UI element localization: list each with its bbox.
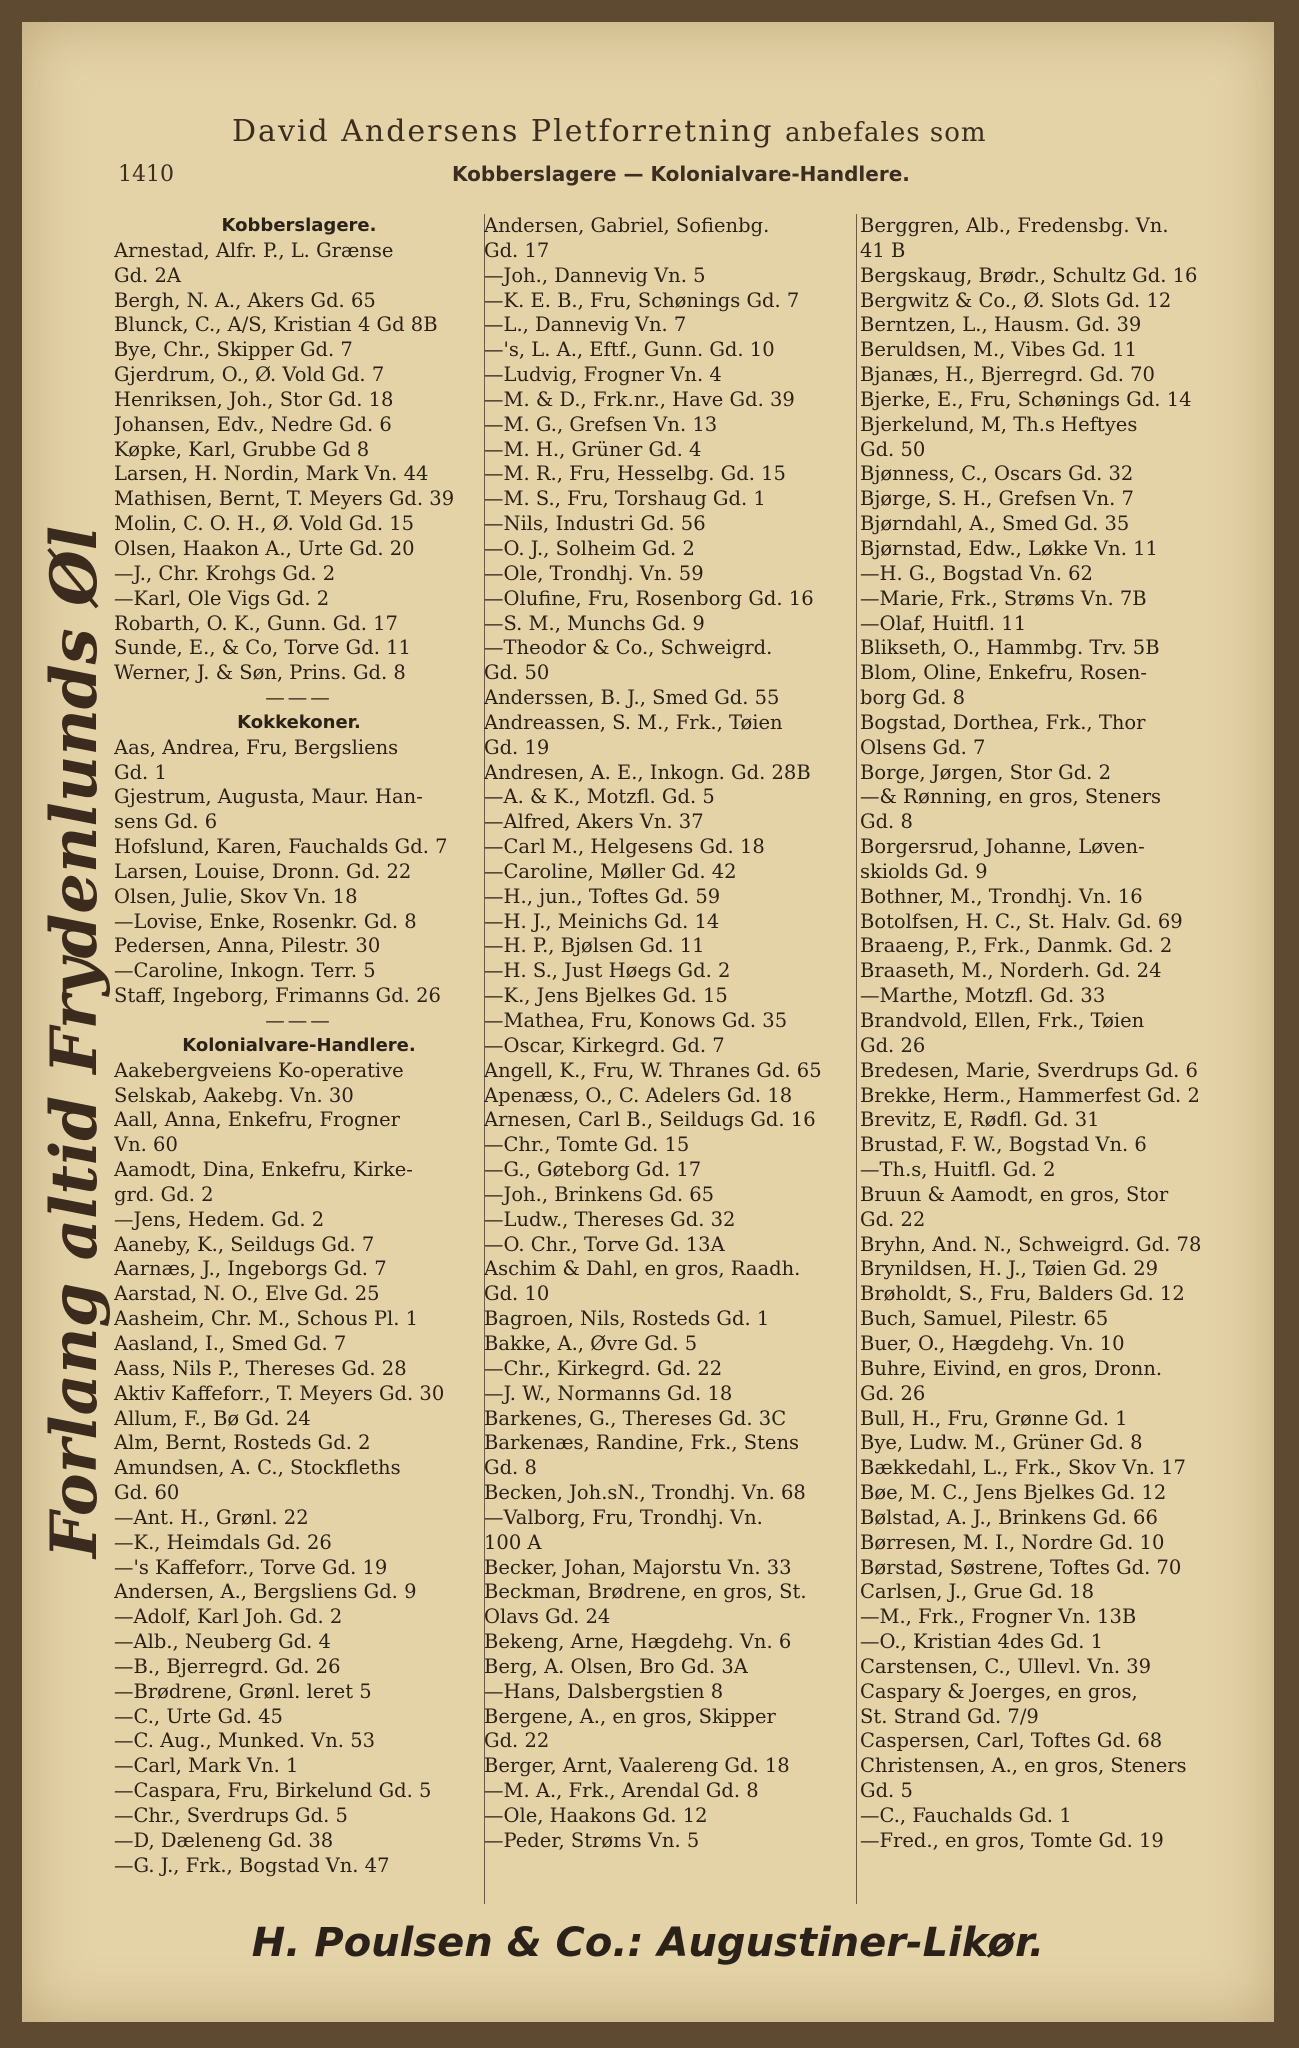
- header-title: David Andersens Pletforretning: [232, 114, 774, 149]
- directory-entry: Buhre, Eivind, en gros, Dronn.: [860, 1356, 1163, 1380]
- directory-entry: —Oscar, Kirkegrd. Gd. 7: [484, 1033, 725, 1057]
- directory-entry: Andersen, A., Bergsliens Gd. 9: [114, 1580, 417, 1604]
- directory-entry: Andreassen, S. M., Frk., Tøien: [484, 710, 783, 734]
- directory-entry: Bergene, A., en gros, Skipper: [484, 1704, 776, 1728]
- directory-entry: Aas, Andrea, Fru, Bergsliens: [114, 735, 399, 759]
- directory-entry: Borgersrud, Johanne, Løven-: [860, 835, 1145, 859]
- directory-entry: —Valborg, Fru, Trondhj. Vn.: [484, 1505, 763, 1529]
- directory-entry: Bryhn, And. N., Schweigrd. Gd. 78: [860, 1232, 1202, 1256]
- directory-entry: Hofslund, Karen, Fauchalds Gd. 7: [114, 835, 448, 859]
- directory-entry: Arnesen, Carl B., Seildugs Gd. 16: [484, 1108, 816, 1132]
- directory-entry: —Olufine, Fru, Rosenborg Gd. 16: [484, 586, 814, 610]
- directory-entry: Brevitz, E, Rødfl. Gd. 31: [860, 1108, 1100, 1132]
- directory-entry: Allum, F., Bø Gd. 24: [114, 1406, 311, 1430]
- directory-entry: —Caspara, Fru, Birkelund Gd. 5: [114, 1779, 432, 1803]
- directory-page: [22, 22, 1274, 2022]
- directory-entry: —C. Aug., Munked. Vn. 53: [114, 1729, 376, 1753]
- directory-entry: —Marie, Frk., Strøms Vn. 7B: [860, 586, 1147, 610]
- directory-entry: Bredesen, Marie, Sverdrups Gd. 6: [860, 1058, 1198, 1082]
- directory-entry: Bothner, M., Trondhj. Vn. 16: [860, 884, 1143, 908]
- directory-entry: Beruldsen, M., Vibes Gd. 11: [860, 338, 1138, 362]
- directory-entry: —G., Gøteborg Gd. 17: [484, 1158, 702, 1182]
- directory-entry: —K., Heimdals Gd. 26: [114, 1530, 332, 1554]
- directory-entry: —M. S., Fru, Torshaug Gd. 1: [484, 487, 766, 511]
- directory-entry: —M. & D., Frk.nr., Have Gd. 39: [484, 387, 795, 411]
- directory-entry: Bjørndahl, A., Smed Gd. 35: [860, 512, 1130, 536]
- directory-entry: —H. S., Just Høegs Gd. 2: [484, 959, 731, 983]
- directory-entry: —D, Dæleneng Gd. 38: [114, 1828, 334, 1852]
- directory-entry: Berntzen, L., Hausm. Gd. 39: [860, 313, 1142, 337]
- header-title-rest: anbefales som: [785, 118, 987, 148]
- directory-entry: Blom, Oline, Enkefru, Rosen-: [860, 661, 1147, 685]
- directory-entry: Aass, Nils P., Thereses Gd. 28: [114, 1356, 407, 1380]
- directory-entry: Anderssen, B. J., Smed Gd. 55: [484, 686, 780, 710]
- directory-entry: —C., Fauchalds Gd. 1: [860, 1804, 1072, 1827]
- directory-entry: Borge, Jørgen, Stor Gd. 2: [860, 760, 1111, 784]
- directory-entry: —Caroline, Inkogn. Terr. 5: [114, 959, 376, 983]
- directory-entry: Bruun & Aamodt, en gros, Stor: [860, 1182, 1169, 1206]
- directory-entry: Caspersen, Carl, Toftes Gd. 68: [860, 1729, 1163, 1753]
- directory-column-3: [860, 214, 1240, 1854]
- directory-entry: 100 A: [484, 1530, 542, 1554]
- directory-entry: Bøe, M. C., Jens Bjelkes Gd. 12: [860, 1481, 1167, 1505]
- directory-entry: Becken, Joh.sN., Trondhj. Vn. 68: [484, 1481, 806, 1505]
- directory-entry: Johansen, Edv., Nedre Gd. 6: [114, 412, 392, 436]
- directory-entry: Gd. 26: [860, 1033, 926, 1057]
- directory-entry: —Joh., Brinkens Gd. 65: [484, 1182, 715, 1206]
- directory-entry: Botolfsen, H. C., St. Halv. Gd. 69: [860, 909, 1183, 933]
- directory-entry: —Carl M., Helgesens Gd. 18: [484, 835, 765, 859]
- directory-entry: Gd. 22: [860, 1207, 926, 1231]
- side-ad-text: Forlang altid Frydenlunds Øl: [37, 525, 112, 1559]
- directory-entry: Blunck, C., A/S, Kristian 4 Gd 8B: [114, 313, 438, 337]
- directory-entry: —Peder, Strøms Vn. 5: [484, 1828, 700, 1852]
- directory-entry: —Nils, Industri Gd. 56: [484, 512, 706, 536]
- directory-entry: sens Gd. 6: [114, 810, 218, 834]
- directory-entry: Bergh, N. A., Akers Gd. 65: [114, 288, 376, 312]
- directory-entry: —Joh., Dannevig Vn. 5: [484, 263, 706, 287]
- directory-column-2: [484, 214, 856, 1854]
- directory-entry: Robarth, O. K., Gunn. Gd. 17: [114, 611, 398, 635]
- directory-entry: Angell, K., Fru, W. Thranes Gd. 65: [484, 1058, 822, 1082]
- directory-entry: Aasheim, Chr. M., Schous Pl. 1: [114, 1307, 419, 1331]
- directory-entry: Amundsen, A. C., Stockfleths: [114, 1456, 401, 1480]
- directory-entry: —Ole, Haakons Gd. 12: [484, 1804, 708, 1827]
- directory-entry: Braaseth, M., Norderh. Gd. 24: [860, 959, 1162, 983]
- directory-entry: Gd. 50: [484, 661, 550, 685]
- directory-entry: —'s, L. A., Eftf., Gunn. Gd. 10: [484, 338, 775, 362]
- directory-entry: —& Rønning, en gros, Steners: [860, 785, 1162, 809]
- directory-entry: Bjørnstad, Edw., Løkke Vn. 11: [860, 536, 1158, 560]
- directory-entry: Bakke, A., Øvre Gd. 5: [484, 1331, 698, 1355]
- directory-entry: —Ludw., Thereses Gd. 32: [484, 1207, 736, 1231]
- directory-entry: —Chr., Tomte Gd. 15: [484, 1133, 690, 1157]
- directory-entry: Bogstad, Dorthea, Frk., Thor: [860, 710, 1146, 734]
- section-heading: Kolonialvare-Handlere.: [182, 1034, 416, 1056]
- column-divider: [856, 214, 857, 1904]
- directory-entry: Molin, C. O. H., Ø. Vold Gd. 15: [114, 512, 415, 536]
- directory-entry: Barkenæs, Randine, Frk., Stens: [484, 1431, 800, 1455]
- directory-entry: —Marthe, Motzfl. Gd. 33: [860, 984, 1106, 1008]
- directory-entry: Larsen, Louise, Dronn. Gd. 22: [114, 859, 412, 883]
- directory-entry: Gjestrum, Augusta, Maur. Han-: [114, 785, 423, 809]
- directory-entry: —A. & K., Motzfl. Gd. 5: [484, 785, 715, 809]
- directory-entry: —O. J., Solheim Gd. 2: [484, 536, 695, 560]
- directory-entry: Pedersen, Anna, Pilestr. 30: [114, 934, 381, 958]
- directory-entry: —O., Kristian 4des Gd. 1: [860, 1630, 1104, 1654]
- directory-entry: Bergskaug, Brødr., Schultz Gd. 16: [860, 263, 1198, 287]
- directory-entry: Gd. 10: [484, 1282, 550, 1306]
- directory-entry: Bækkedahl, L., Frk., Skov Vn. 17: [860, 1456, 1186, 1480]
- directory-entry: Aall, Anna, Enkefru, Frogner: [114, 1108, 400, 1132]
- directory-entry: —H. G., Bogstad Vn. 62: [860, 561, 1093, 585]
- directory-entry: Vn. 60: [114, 1133, 178, 1157]
- directory-entry: Henriksen, Joh., Stor Gd. 18: [114, 387, 394, 411]
- directory-entry: Brøholdt, S., Fru, Balders Gd. 12: [860, 1282, 1185, 1306]
- directory-entry: —L., Dannevig Vn. 7: [484, 313, 687, 337]
- directory-entry: Gd. 1: [114, 760, 167, 784]
- directory-entry: —Alb., Neuberg Gd. 4: [114, 1630, 331, 1654]
- directory-entry: Børresen, M. I., Nordre Gd. 10: [860, 1530, 1165, 1554]
- directory-entry: —M. G., Grefsen Vn. 13: [484, 412, 718, 436]
- directory-entry: Aschim & Dahl, en gros, Raadh.: [484, 1257, 801, 1281]
- directory-entry: Alm, Bernt, Rosteds Gd. 2: [114, 1431, 371, 1455]
- directory-entry: Bjerkelund, M, Th.s Heftyes: [860, 412, 1138, 436]
- directory-entry: 41 B: [860, 238, 906, 262]
- directory-entry: —Chr., Sverdrups Gd. 5: [114, 1804, 348, 1827]
- directory-entry: Barkenes, G., Thereses Gd. 3C: [484, 1406, 787, 1430]
- directory-entry: —Hans, Dalsbergstien 8: [484, 1679, 724, 1703]
- directory-entry: Berger, Arnt, Vaalereng Gd. 18: [484, 1754, 790, 1778]
- directory-entry: Bye, Chr., Skipper Gd. 7: [114, 338, 353, 362]
- directory-entry: grd. Gd. 2: [114, 1182, 214, 1206]
- directory-entry: —B., Bjerregrd. Gd. 26: [114, 1654, 341, 1678]
- directory-entry: Apenæss, O., C. Adelers Gd. 18: [484, 1083, 793, 1107]
- directory-entry: Gd. 50: [860, 437, 926, 461]
- directory-entry: Larsen, H. Nordin, Mark Vn. 44: [114, 462, 429, 486]
- directory-entry: Brandvold, Ellen, Frk., Tøien: [860, 1009, 1145, 1032]
- directory-entry: —Chr., Kirkegrd. Gd. 22: [484, 1356, 723, 1380]
- directory-entry: Christensen, A., en gros, Steners: [860, 1754, 1187, 1778]
- directory-entry: —K. E. B., Fru, Schønings Gd. 7: [484, 288, 800, 312]
- directory-entry: Becker, Johan, Majorstu Vn. 33: [484, 1555, 792, 1579]
- directory-entry: borg Gd. 8: [860, 686, 966, 710]
- directory-entry: Mathisen, Bernt, T. Meyers Gd. 39: [114, 487, 455, 511]
- directory-entry: —Th.s, Huitfl. Gd. 2: [860, 1158, 1056, 1182]
- directory-entry: —Ludvig, Frogner Vn. 4: [484, 363, 722, 387]
- directory-entry: —G. J., Frk., Bogstad Vn. 47: [114, 1853, 390, 1877]
- directory-entry: Gd. 19: [484, 735, 550, 759]
- directory-entry: Caspary & Joerges, en gros,: [860, 1679, 1138, 1703]
- directory-entry: Blikseth, O., Hammbg. Trv. 5B: [860, 636, 1160, 660]
- directory-entry: Berg, A. Olsen, Bro Gd. 3A: [484, 1654, 748, 1678]
- directory-entry: Aamodt, Dina, Enkefru, Kirke-: [114, 1158, 413, 1182]
- directory-entry: Arnestad, Alfr. P., L. Grænse: [114, 238, 394, 262]
- directory-entry: —Karl, Ole Vigs Gd. 2: [114, 586, 330, 610]
- directory-entry: —H., jun., Toftes Gd. 59: [484, 884, 721, 908]
- directory-entry: Gd. 2A: [114, 263, 181, 287]
- directory-entry: —K., Jens Bjelkes Gd. 15: [484, 984, 728, 1008]
- directory-entry: Bjørge, S. H., Grefsen Vn. 7: [860, 487, 1134, 511]
- directory-entry: —M., Frk., Frogner Vn. 13B: [860, 1605, 1137, 1629]
- directory-entry: Carstensen, C., Ullevl. Vn. 39: [860, 1654, 1152, 1678]
- section-heading: Kokkekoner.: [237, 711, 361, 733]
- directory-entry: Gd. 8: [484, 1456, 537, 1480]
- directory-entry: Gd. 26: [860, 1381, 926, 1405]
- directory-entry: Gjerdrum, O., Ø. Vold Gd. 7: [114, 363, 385, 387]
- directory-entry: —M. R., Fru, Hesselbg. Gd. 15: [484, 462, 786, 486]
- footer-advertisement: H. Poulsen & Co.: Augustiner-Likør.: [251, 1920, 1045, 1966]
- directory-entry: —Lovise, Enke, Rosenkr. Gd. 8: [114, 909, 417, 933]
- section-separator: ———: [265, 1009, 333, 1032]
- directory-entry: Andersen, Gabriel, Sofienbg.: [484, 214, 770, 237]
- directory-entry: Gd. 17: [484, 238, 550, 262]
- directory-entry: Bye, Ludw. M., Grüner Gd. 8: [860, 1431, 1143, 1455]
- directory-entry: skiolds Gd. 9: [860, 859, 988, 883]
- directory-entry: —J. W., Normanns Gd. 18: [484, 1381, 733, 1405]
- directory-entry: Gd. 5: [860, 1779, 913, 1803]
- directory-column-1: [114, 214, 484, 1879]
- directory-entry: —Caroline, Møller Gd. 42: [484, 859, 737, 883]
- directory-entry: Andresen, A. E., Inkogn. Gd. 28B: [484, 760, 811, 784]
- section-separator: ———: [265, 686, 333, 710]
- directory-entry: —J., Chr. Krohgs Gd. 2: [114, 561, 336, 585]
- directory-entry: —C., Urte Gd. 45: [114, 1704, 283, 1728]
- page-header: [232, 114, 987, 149]
- directory-entry: Bekeng, Arne, Hægdehg. Vn. 6: [484, 1630, 792, 1654]
- directory-entry: —Ant. H., Grønl. 22: [114, 1505, 309, 1529]
- page-number: 1410: [118, 162, 174, 187]
- directory-entry: —Fred., en gros, Tomte Gd. 19: [860, 1828, 1164, 1852]
- section-heading: Kobberslagere.: [221, 215, 377, 236]
- directory-entry: —Theodor & Co., Schweigrd.: [484, 636, 773, 660]
- directory-entry: Olsens Gd. 7: [860, 735, 986, 759]
- directory-entry: Bull, H., Fru, Grønne Gd. 1: [860, 1406, 1128, 1430]
- directory-entry: Olsen, Julie, Skov Vn. 18: [114, 884, 358, 908]
- directory-entry: Bjønness, C., Oscars Gd. 32: [860, 462, 1134, 486]
- directory-entry: Staff, Ingeborg, Frimanns Gd. 26: [114, 984, 441, 1008]
- directory-entry: —Adolf, Karl Joh. Gd. 2: [114, 1605, 343, 1629]
- directory-entry: Aakebergveiens Ko-operative: [114, 1058, 404, 1082]
- directory-entry: —H. P., Bjølsen Gd. 11: [484, 934, 705, 958]
- directory-entry: —Ole, Trondhj. Vn. 59: [484, 561, 704, 585]
- directory-entry: Bølstad, A. J., Brinkens Gd. 66: [860, 1505, 1158, 1529]
- directory-entry: Bergwitz & Co., Ø. Slots Gd. 12: [860, 288, 1172, 312]
- directory-entry: St. Strand Gd. 7/9: [860, 1704, 1039, 1728]
- directory-entry: Aasland, I., Smed Gd. 7: [114, 1331, 347, 1355]
- directory-entry: Olsen, Haakon A., Urte Gd. 20: [114, 536, 415, 560]
- directory-entry: —Jens, Hedem. Gd. 2: [114, 1207, 325, 1231]
- directory-entry: —M. H., Grüner Gd. 4: [484, 437, 702, 461]
- directory-entry: —Alfred, Akers Vn. 37: [484, 810, 704, 834]
- directory-entry: Brynildsen, H. J., Tøien Gd. 29: [860, 1257, 1159, 1281]
- directory-entry: —S. M., Munchs Gd. 9: [484, 611, 705, 635]
- directory-entry: Aktiv Kaffeforr., T. Meyers Gd. 30: [114, 1381, 445, 1405]
- directory-entry: Carlsen, J., Grue Gd. 18: [860, 1580, 1094, 1604]
- directory-entry: —Brødrene, Grønl. leret 5: [114, 1679, 372, 1703]
- directory-entry: Aaneby, K., Seildugs Gd. 7: [114, 1232, 375, 1256]
- directory-entry: Bjerke, E., Fru, Schønings Gd. 14: [860, 387, 1192, 411]
- directory-entry: Sunde, E., & Co, Torve Gd. 11: [114, 636, 411, 660]
- directory-entry: —Mathea, Fru, Konows Gd. 35: [484, 1009, 788, 1032]
- page-subtitle: Kobberslagere — Kolonialvare-Handlere.: [452, 162, 910, 186]
- directory-entry: Bagroen, Nils, Rosteds Gd. 1: [484, 1307, 770, 1331]
- directory-entry: Køpke, Karl, Grubbe Gd 8: [114, 437, 370, 461]
- directory-entry: Børstad, Søstrene, Toftes Gd. 70: [860, 1555, 1182, 1579]
- directory-entry: Selskab, Aakebg. Vn. 30: [114, 1083, 354, 1107]
- directory-entry: —O. Chr., Torve Gd. 13A: [484, 1232, 725, 1256]
- directory-entry: Buch, Samuel, Pilestr. 65: [860, 1307, 1109, 1331]
- directory-entry: Brustad, F. W., Bogstad Vn. 6: [860, 1133, 1147, 1157]
- directory-entry: —M. A., Frk., Arendal Gd. 8: [484, 1779, 759, 1803]
- directory-entry: Aarnæs, J., Ingeborgs Gd. 7: [114, 1257, 387, 1281]
- directory-entry: Berggren, Alb., Fredensbg. Vn.: [860, 214, 1169, 237]
- directory-entry: Gd. 22: [484, 1729, 550, 1753]
- directory-entry: —'s Kaffeforr., Torve Gd. 19: [114, 1555, 388, 1579]
- directory-entry: Braaeng, P., Frk., Danmk. Gd. 2: [860, 934, 1173, 958]
- directory-entry: —Carl, Mark Vn. 1: [114, 1754, 299, 1778]
- directory-entry: Brekke, Herm., Hammerfest Gd. 2: [860, 1083, 1200, 1107]
- directory-entry: —Olaf, Huitfl. 11: [860, 611, 1027, 635]
- directory-entry: Werner, J. & Søn, Prins. Gd. 8: [114, 661, 406, 685]
- directory-entry: Gd. 8: [860, 810, 913, 834]
- directory-entry: Olavs Gd. 24: [484, 1605, 611, 1629]
- directory-entry: Aarstad, N. O., Elve Gd. 25: [114, 1282, 380, 1306]
- directory-entry: —H. J., Meinichs Gd. 14: [484, 909, 720, 933]
- directory-entry: Beckman, Brødrene, en gros, St.: [484, 1580, 807, 1604]
- directory-entry: Buer, O., Hægdehg. Vn. 10: [860, 1331, 1125, 1355]
- directory-entry: Bjanæs, H., Bjerregrd. Gd. 70: [860, 363, 1155, 387]
- directory-entry: Gd. 60: [114, 1481, 180, 1505]
